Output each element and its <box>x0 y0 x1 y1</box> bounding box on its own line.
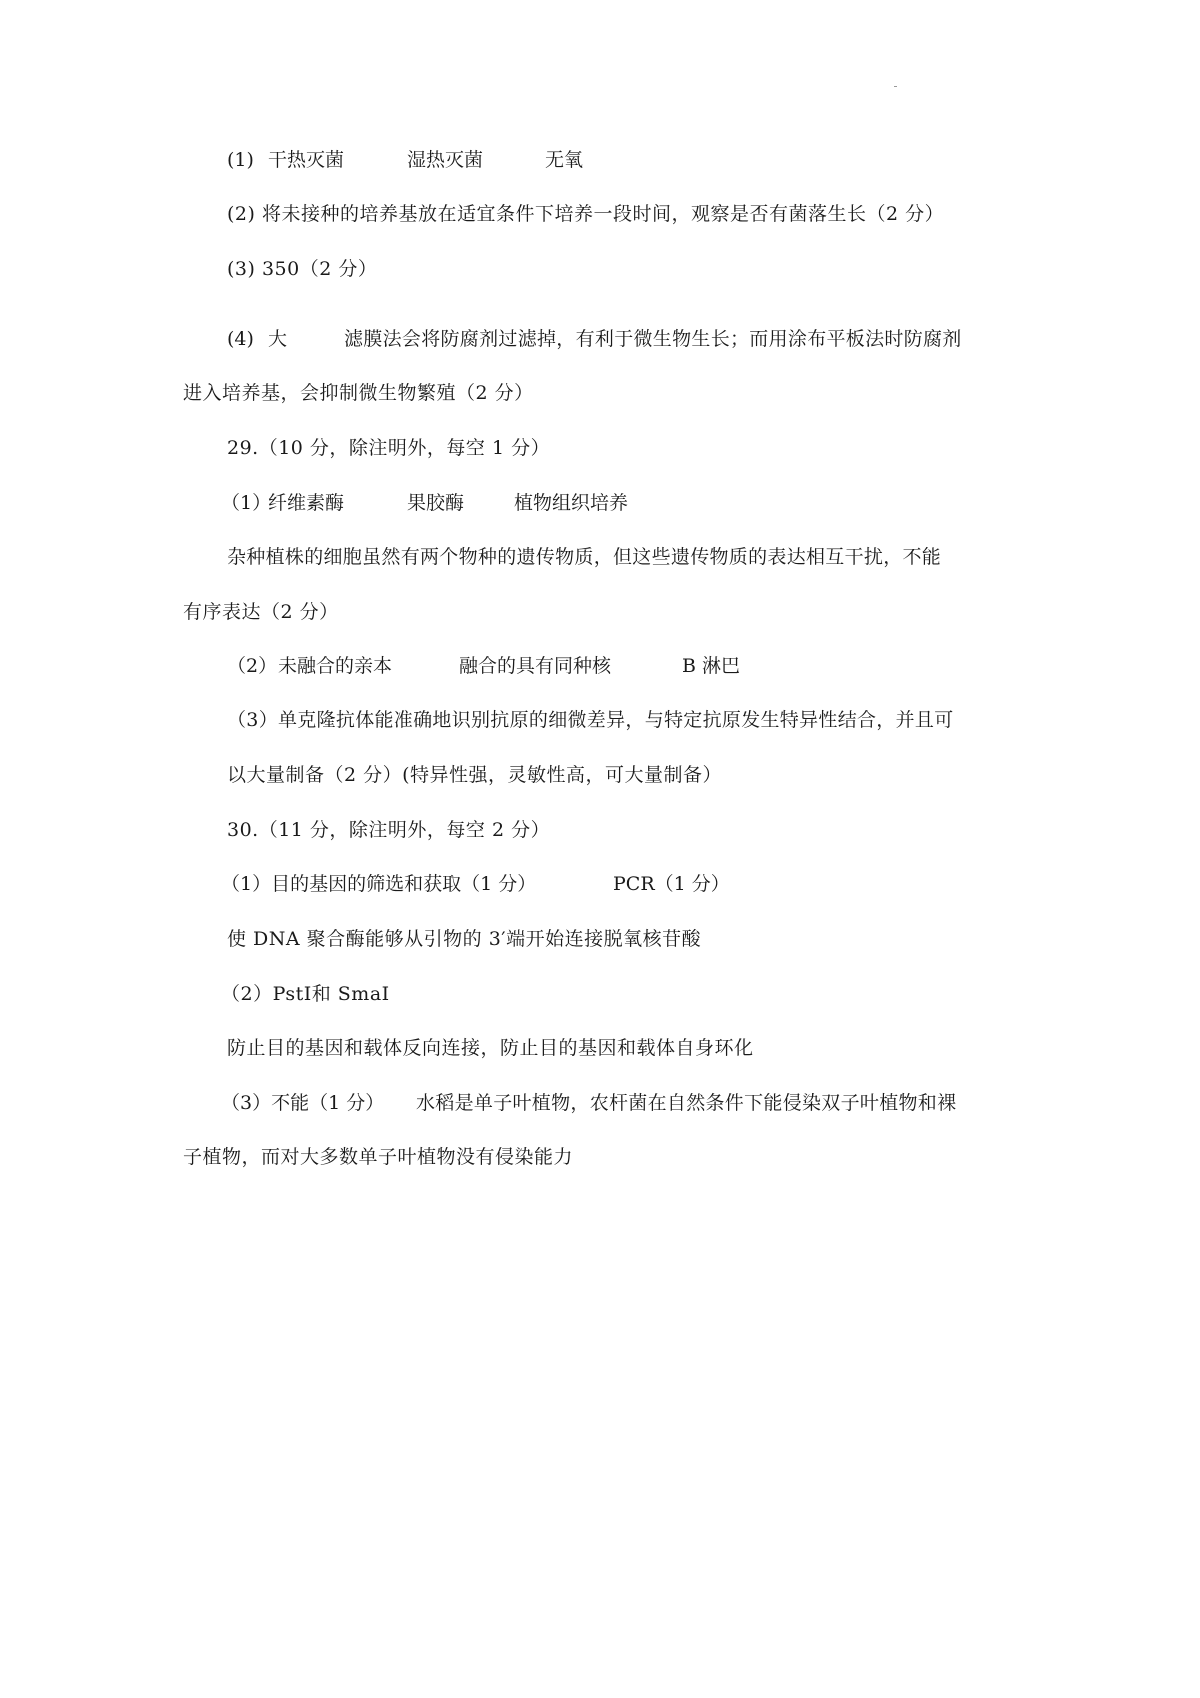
q30-1-answer-b: PCR（1 分） <box>613 873 730 895</box>
q29-header: 29.（10 分，除注明外，每空 1 分） <box>227 437 551 459</box>
q29-1-explanation-cont: 有序表达（2 分） <box>183 601 339 623</box>
q29-1-num: （1） <box>221 492 272 514</box>
q28-1-answer-a: 干热灭菌 <box>268 149 345 171</box>
q30-2-explanation: 防止目的基因和载体反向连接，防止目的基因和载体自身环化 <box>227 1037 754 1059</box>
q30-3-answer-a: （3）不能（1 分） <box>221 1092 385 1114</box>
q28-1-num: (1) <box>227 149 254 171</box>
q29-3-answer: （3）单克隆抗体能准确地识别抗原的细微差异，与特定抗原发生特异性结合，并且可 <box>227 709 954 731</box>
q28-4-continuation: 进入培养基，会抑制微生物繁殖（2 分） <box>183 382 534 404</box>
q30-1-answer-a: （1）目的基因的筛选和获取（1 分） <box>221 873 537 895</box>
q29-2-answer-a: 未融合的亲本 <box>278 655 393 677</box>
q30-3-continuation: 子植物，而对大多数单子叶植物没有侵染能力 <box>183 1146 574 1168</box>
q29-2-answer-b: 融合的具有同种核 <box>459 655 612 677</box>
q30-2-answer: （2）PstI和 SmaI <box>221 983 390 1005</box>
q29-1-explanation: 杂种植株的细胞虽然有两个物种的遗传物质，但这些遗传物质的表达相互干扰，不能 <box>227 546 942 568</box>
q28-1-answer-b: 湿热灭菌 <box>407 149 484 171</box>
q28-1-answer-c: 无氧 <box>545 149 584 171</box>
q28-4-answer-a: 大 <box>268 328 288 350</box>
q28-3-answer: (3) 350（2 分） <box>227 258 378 280</box>
q30-1-explanation: 使 DNA 聚合酶能够从引物的 3′端开始连接脱氧核苷酸 <box>227 928 702 950</box>
q29-3-answer-cont: 以大量制备（2 分）(特异性强，灵敏性高，可大量制备） <box>227 764 723 786</box>
q30-3-answer-b: 水稻是单子叶植物，农杆菌在自然条件下能侵染双子叶植物和裸 <box>416 1092 957 1114</box>
q30-header: 30.（11 分，除注明外，每空 2 分） <box>227 819 551 841</box>
q28-4-answer-b: 滤膜法会将防腐剂过滤掉，有利于微生物生长；而用涂布平板法时防腐剂 <box>344 328 962 350</box>
q29-1-answer-b: 果胶酶 <box>407 492 465 514</box>
q29-1-answer-a: 纤维素酶 <box>268 492 345 514</box>
q29-2-answer-c: B 淋巴 <box>682 655 741 677</box>
page-mark <box>894 86 897 87</box>
q29-1-answer-c: 植物组织培养 <box>514 492 629 514</box>
q28-4-num: (4) <box>227 328 254 350</box>
q29-2-num: （2） <box>227 655 278 677</box>
q28-2-answer: (2) 将未接种的培养基放在适宜条件下培养一段时间，观察是否有菌落生长（2 分） <box>227 203 945 225</box>
